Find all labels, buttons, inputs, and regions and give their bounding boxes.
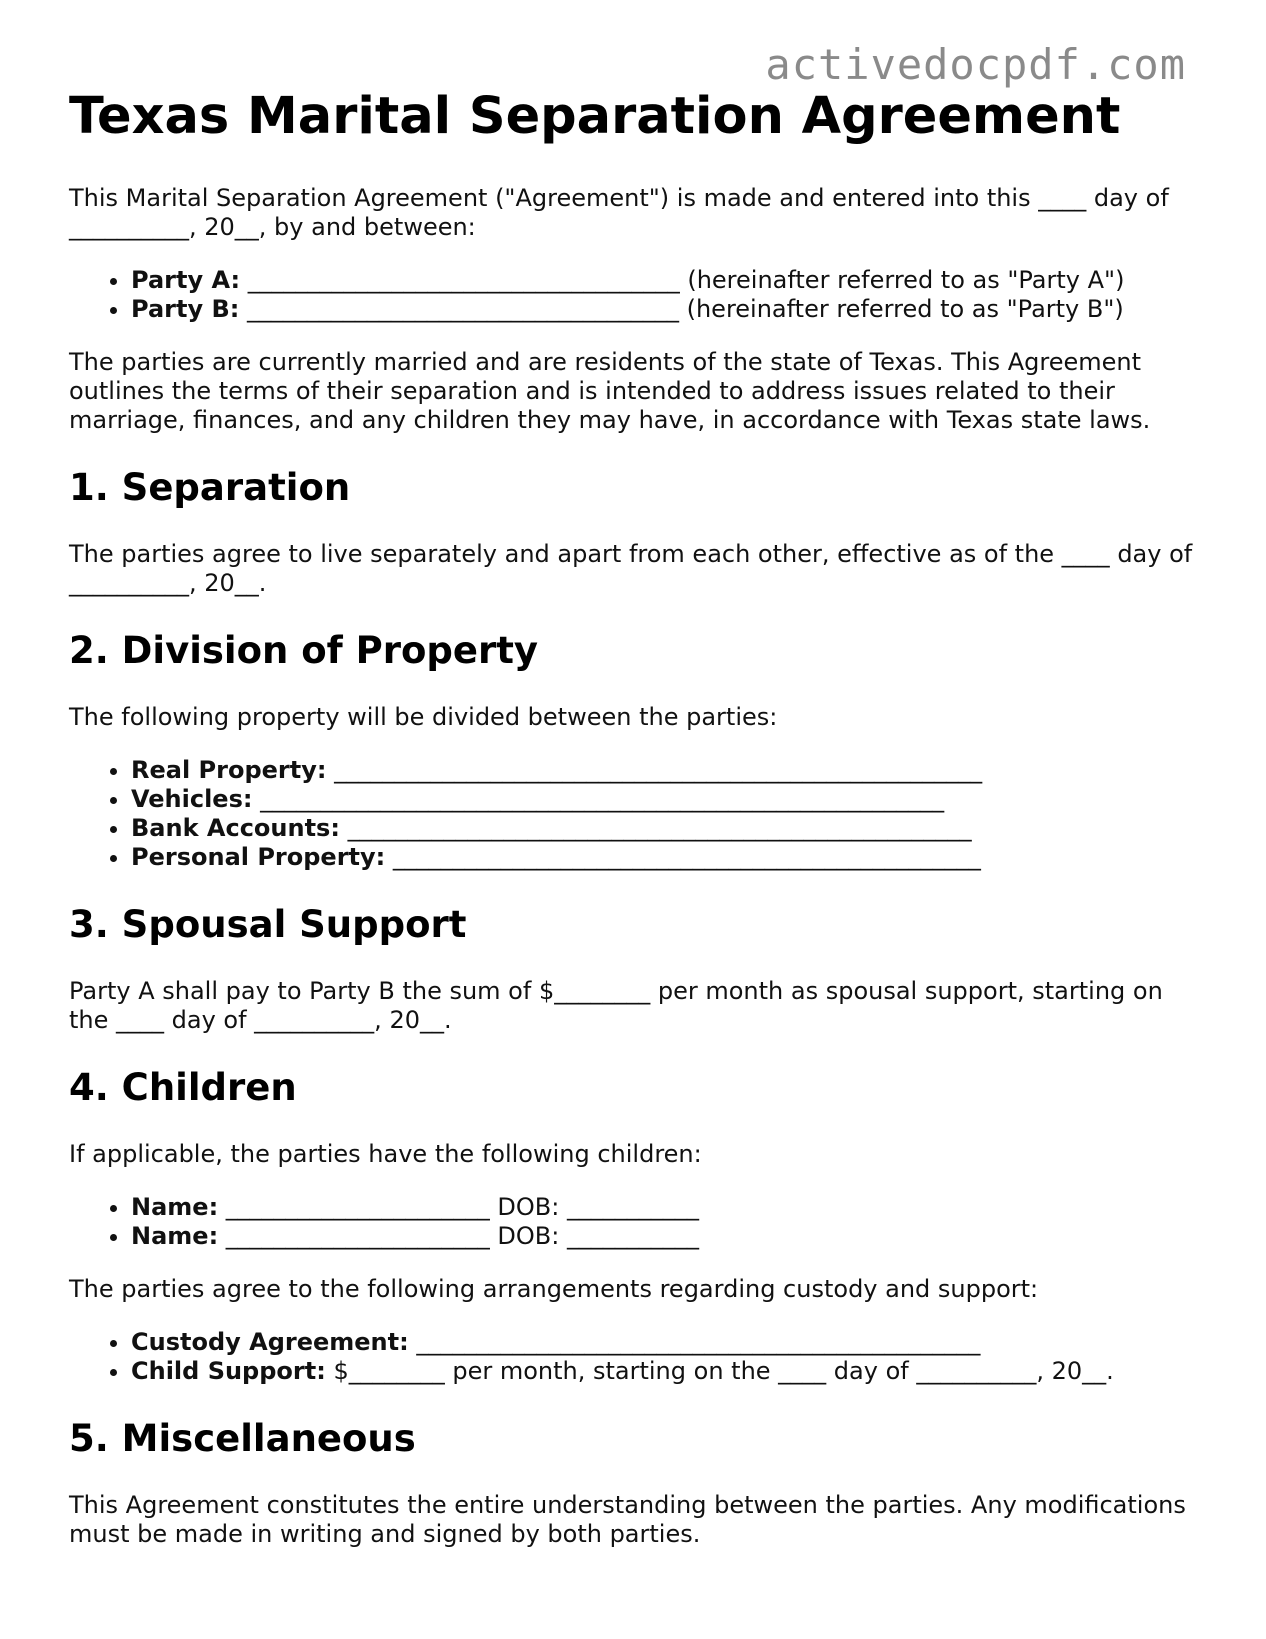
party-b-item [131,295,1199,324]
property-item-bank [131,814,1199,843]
arrangements-list [69,1328,1199,1386]
party-a-label: Party A: [131,266,241,294]
document-title: Texas Marital Separation Agreement [69,87,1121,146]
child-blank[interactable]: ______________________ DOB: ___________ [218,1193,699,1221]
child-support-label: Child Support: [131,1357,326,1385]
property-blank-personal[interactable]: _________________________________________________ [385,843,981,871]
section-heading-property: 2. Division of Property [69,629,539,672]
child-name-label: Name: [131,1222,219,1250]
property-paragraph: The following property will be divided between the parties: [69,703,778,731]
arrangements-paragraph: The parties agree to the following arrangements regarding custody and support: [69,1275,1039,1303]
custody-blank[interactable]: _______________________________________________ [408,1328,981,1356]
parties-list [69,266,1199,324]
child-support-blank[interactable]: $________ per month, starting on the ____ day of __________, 20__. [325,1357,1114,1385]
custody-label: Custody Agreement: [131,1328,409,1356]
children-paragraph: If applicable, the parties have the following children: [69,1140,702,1168]
property-blank-bank[interactable]: ____________________________________________________ [339,814,972,842]
section-heading-spousal-support: 3. Spousal Support [69,903,467,946]
children-list [69,1193,1199,1251]
miscellaneous-paragraph: This Agreement constitutes the entire understanding between the parties. Any modifications must be made in writing and signed by both parties. [69,1491,1186,1548]
party-a-blank[interactable]: ____________________________________ (hereinafter referred to as "Party A") [240,266,1125,294]
child-name-label: Name: [131,1193,219,1221]
intro-paragraph: This Marital Separation Agreement ("Agreement") is made and entered into this ____ day of __________, 20__, by and between: [69,184,1169,241]
property-label-personal: Personal Property: [131,843,386,871]
section-heading-children: 4. Children [69,1066,297,1109]
party-a-item [131,266,1199,295]
property-item-real [131,756,1199,785]
child-item [131,1222,1199,1251]
property-item-vehicles [131,785,1199,814]
child-blank[interactable]: ______________________ DOB: ___________ [218,1222,699,1250]
child-item [131,1193,1199,1222]
separation-paragraph: The parties agree to live separately and apart from each other, effective as of the ____ day of __________, 20__. [69,540,1193,597]
section-heading-separation: 1. Separation [69,466,351,509]
party-b-label: Party B: [131,295,240,323]
custody-item [131,1328,1199,1357]
property-label-real: Real Property: [131,756,327,784]
background-paragraph: The parties are currently married and are residents of the state of Texas. This Agreement outlines the terms of their separation and is intended to address issues related to their marriage, finances, and any children they may have, in accordance with Texas state laws. [69,348,1151,434]
property-label-vehicles: Vehicles: [131,785,253,813]
property-item-personal [131,843,1199,872]
child-support-item [131,1357,1199,1386]
property-list [69,756,1199,872]
party-b-blank[interactable]: ____________________________________ (hereinafter referred to as "Party B") [239,295,1124,323]
property-blank-vehicles[interactable]: _________________________________________________________ [252,785,945,813]
section-heading-miscellaneous: 5. Miscellaneous [69,1417,416,1460]
document-page [69,86,1199,1573]
property-blank-real[interactable]: ______________________________________________________ [326,756,983,784]
spousal-support-paragraph: Party A shall pay to Party B the sum of $________ per month as spousal support, starting on the ____ day of __________, 20__. [69,977,1163,1034]
watermark: activedocpdf.com [765,40,1186,89]
property-label-bank: Bank Accounts: [131,814,340,842]
